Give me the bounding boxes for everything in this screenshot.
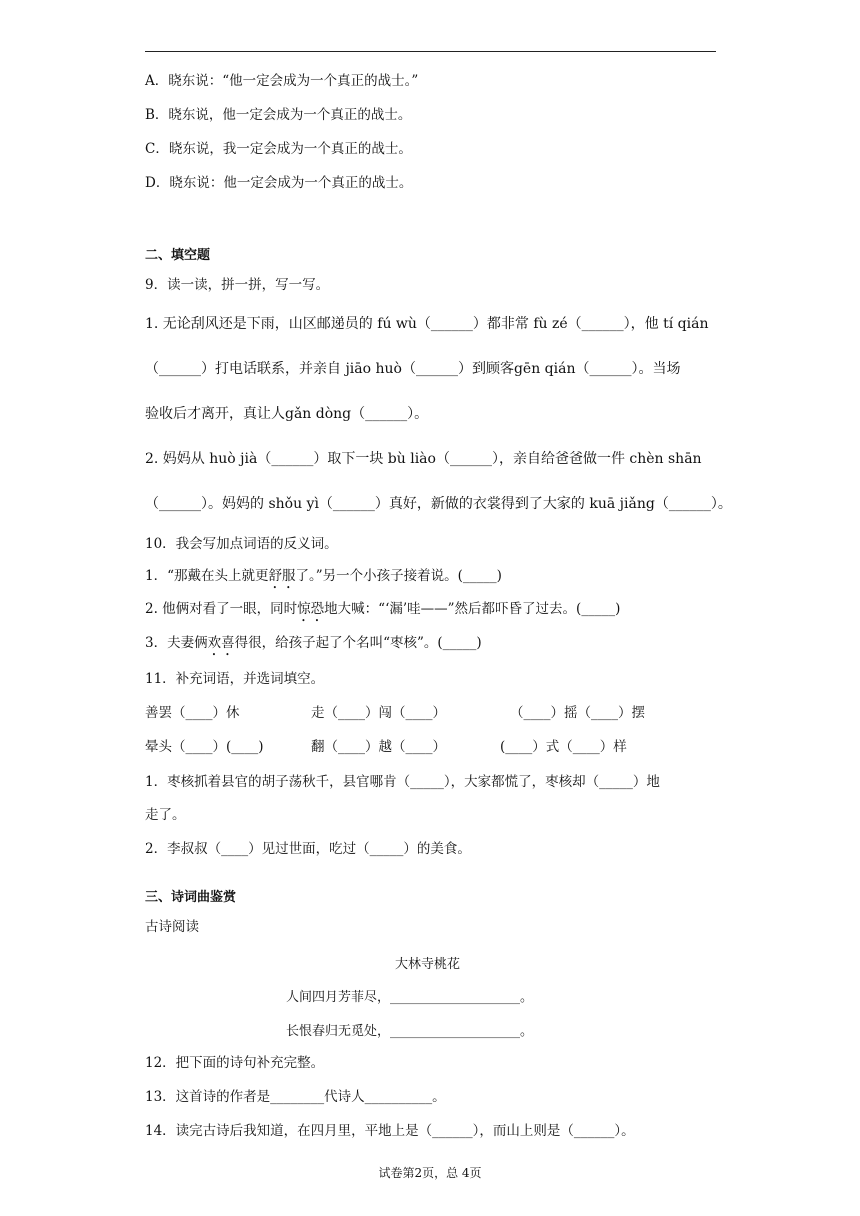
- passage1-line2: （______）打电话联系，并亲自 jiāo huò（______）到顾客gēn qián（______）。当场: [145, 361, 681, 377]
- question-9: 9．读一读，拼一拼，写一写。: [145, 277, 330, 293]
- passage1-line3: 验收后才离开，真让人gǎn dòng（______）。: [145, 406, 429, 422]
- question-11: 11．补充词语，并选词填空。: [145, 671, 325, 687]
- question-11-item1-line1: 1．枣核抓着县官的胡子荡秋千，县官哪肯（_____），大家都慌了，枣核却（_____）地: [145, 774, 660, 790]
- section-heading-fill-blank: 二、填空题: [145, 248, 211, 263]
- page-footer: 试卷第2页，总 4页: [378, 1166, 482, 1180]
- idiom-1: 善罢（____）休: [145, 705, 240, 721]
- idiom-4: 晕头（____）(____): [145, 739, 264, 755]
- question-10-item1: 1．“那戴在头上就更舒服了。”另一个小孩子接着说。(_____): [145, 568, 502, 584]
- option-b: B．晓东说，他一定会成为一个真正的战士。: [145, 107, 412, 123]
- dotted-word: 欢喜: [207, 635, 235, 651]
- poem-title: 大林寺桃花: [395, 957, 461, 972]
- poetry-subheading: 古诗阅读: [145, 919, 199, 935]
- question-11-item2: 2．李叔叔（____）见过世面，吃过（_____）的美食。: [145, 841, 471, 857]
- question-14: 14．读完古诗后我知道，在四月里，平地上是（______），而山上则是（______）。: [145, 1123, 635, 1139]
- question-10: 10．我会写加点词语的反义词。: [145, 536, 338, 552]
- idiom-2: 走（____）闯（____）: [311, 705, 446, 721]
- option-a: A．晓东说：“他一定会成为一个真正的战士。”: [145, 73, 419, 89]
- option-c: C．晓东说，我一定会成为一个真正的战士。: [145, 141, 412, 157]
- question-13: 13．这首诗的作者是________代诗人__________。: [145, 1089, 446, 1105]
- option-d: D．晓东说：他一定会成为一个真正的战士。: [145, 175, 413, 191]
- dotted-word: 舒服: [268, 568, 296, 584]
- question-12: 12．把下面的诗句补充完整。: [145, 1055, 325, 1071]
- poem-line-1: 人间四月芳菲尽，____________________。: [286, 990, 534, 1005]
- poem-line-2: 长恨春归无觅处，____________________。: [286, 1024, 534, 1039]
- question-11-item1-line2: 走了。: [145, 807, 186, 823]
- section-heading-poetry: 三、诗词曲鉴赏: [145, 890, 237, 905]
- idiom-5: 翻（____）越（____）: [311, 739, 446, 755]
- passage1-line1: 1. 无论刮风还是下雨，山区邮递员的 fú wù（______）都非常 fù zé（______），他 tí qián: [145, 316, 709, 332]
- dotted-word: 惊恐: [297, 601, 325, 617]
- passage2-line1: 2. 妈妈从 huò jià（______）取下一块 bù liào（______），亲自给爸爸做一件 chèn shān: [145, 451, 702, 467]
- idiom-6: (____）式（____）样: [500, 739, 627, 755]
- passage2-line2: （______）。妈妈的 shǒu yì（______）真好，新做的衣裳得到了大家的 kuā jiǎng（______）。: [145, 496, 732, 512]
- question-10-item3: 3．夫妻俩欢喜得很，给孩子起了个名叫“枣核”。(_____): [145, 635, 482, 651]
- idiom-3: （____）摇（____）摆: [510, 705, 645, 721]
- header-rule: [145, 51, 716, 52]
- question-10-item2: 2. 他俩对看了一眼，同时惊恐地大喊：“‘漏’哇——”然后都吓昏了过去。(_____): [145, 601, 621, 617]
